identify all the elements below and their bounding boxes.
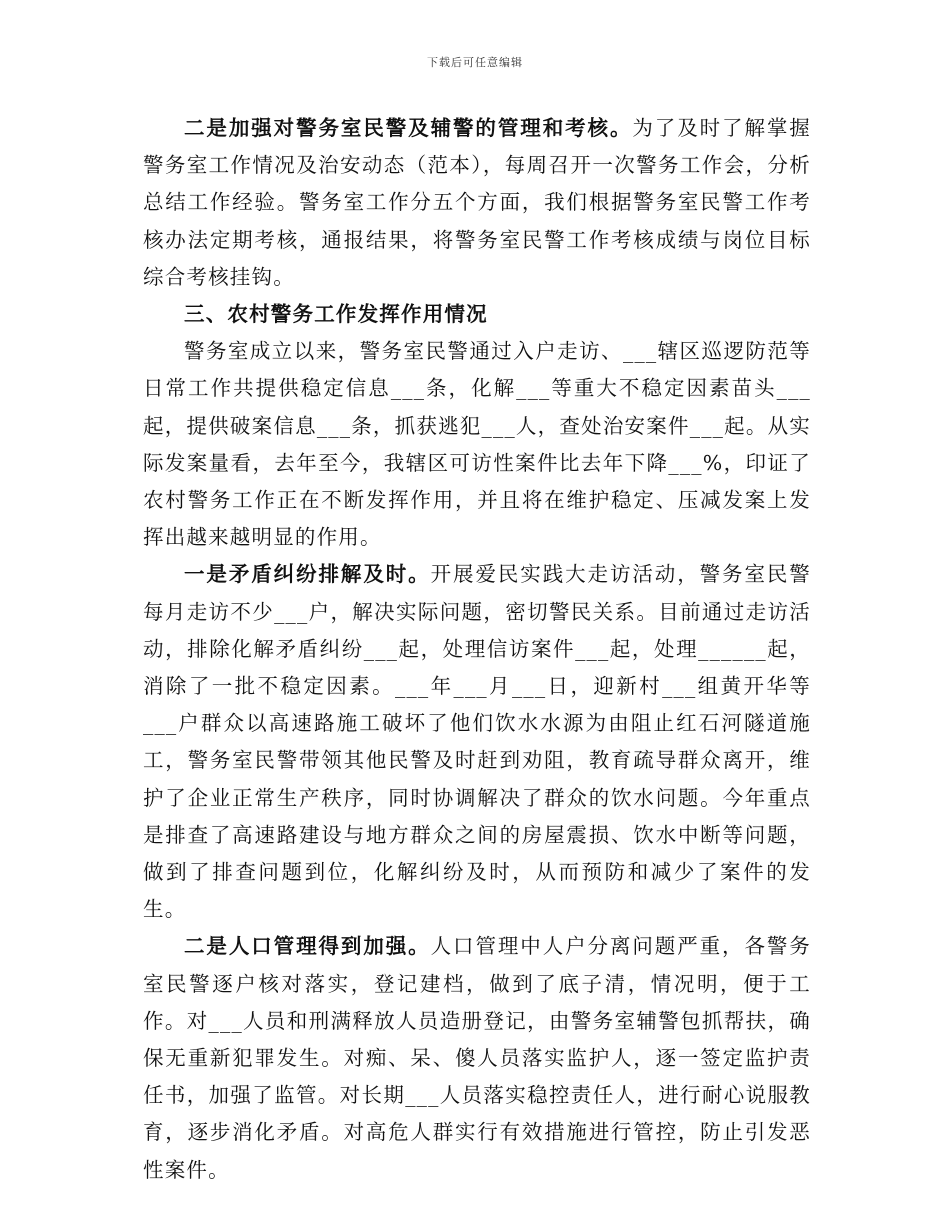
section-heading: 三、农村警务工作发挥作用情况 <box>184 302 488 327</box>
document-body <box>143 110 811 1189</box>
paragraph-text: 为了及时了解掌握警务室工作情况及治安动态（范本），每周召开一次警务工作会，分析总结工作经验。警务室工作分五个方面，我们根据警务室民警工作考核办法定期考核，通报结果，将警务室民警工作考核成绩与岗位目标综合考核挂钩。 <box>143 116 812 289</box>
paragraph-text: 警务室成立以来，警务室民警通过入户走访、___辖区巡逻防范等日常工作共提供稳定信息___条，化解___等重大不稳定因素苗头___起，提供破案信息___条，抓获逃犯___人，查处治安案件___起。从实际发案量看，去年至今，我辖区可访性案件比去年下降___%，印证了农村警务工作正在不断发挥作用，并且将在维护稳定、压减发案上发挥出越来越明显的作用。 <box>143 339 811 550</box>
paragraph-management-assessment <box>143 110 811 296</box>
paragraph-lead: 二是人口管理得到加强。 <box>184 934 431 959</box>
paragraph-text: 开展爱民实践大走访活动，警务室民警每月走访不少___户，解决实际问题，密切警民关系。目前通过走访活动，排除化解矛盾纠纷___起，处理信访案件___起，处理______起，消除了一批不稳定因素。___年___月___日，迎新村___组黄开华等___户群众以高速路施工破坏了他们饮水水源为由阻止红石河隧道施工，警务室民警带领其他民警及时赶到劝阻，教育疏导群众离开，维护了企业正常生产秩序，同时协调解决了群众的饮水问题。今年重点是排查了高速路建设与地方群众之间的房屋震损、饮水中断等问题，做到了排查问题到位，化解纠纷及时，从而预防和减少了案件的发生。 <box>143 562 811 922</box>
paragraph-lead: 一是矛盾纠纷排解及时。 <box>184 562 431 587</box>
paragraph-text: 人口管理中人户分离问题严重，各警务室民警逐户核对落实，登记建档，做到了底子清，情况明，便于工作。对___人员和刑满释放人员造册登记，由警务室辅警包抓帮扶，确保无重新犯罪发生。对痴、呆、傻人员落实监护人，逐一签定监护责任书，加强了监管。对长期___人员落实稳控责任人，进行耐心说服教育，逐步消化矛盾。对高危人群实行有效措施进行管控，防止引发恶性案件。 <box>143 934 811 1182</box>
paragraph-dispute-resolution <box>143 556 811 928</box>
paragraph-rural-policing-results <box>143 333 811 556</box>
paragraph-population-management <box>143 928 811 1188</box>
page-header: 下载后可任意编辑 <box>427 56 523 69</box>
paragraph-lead: 二是加强对警务室民警及辅警的管理和考核。 <box>184 116 633 140</box>
